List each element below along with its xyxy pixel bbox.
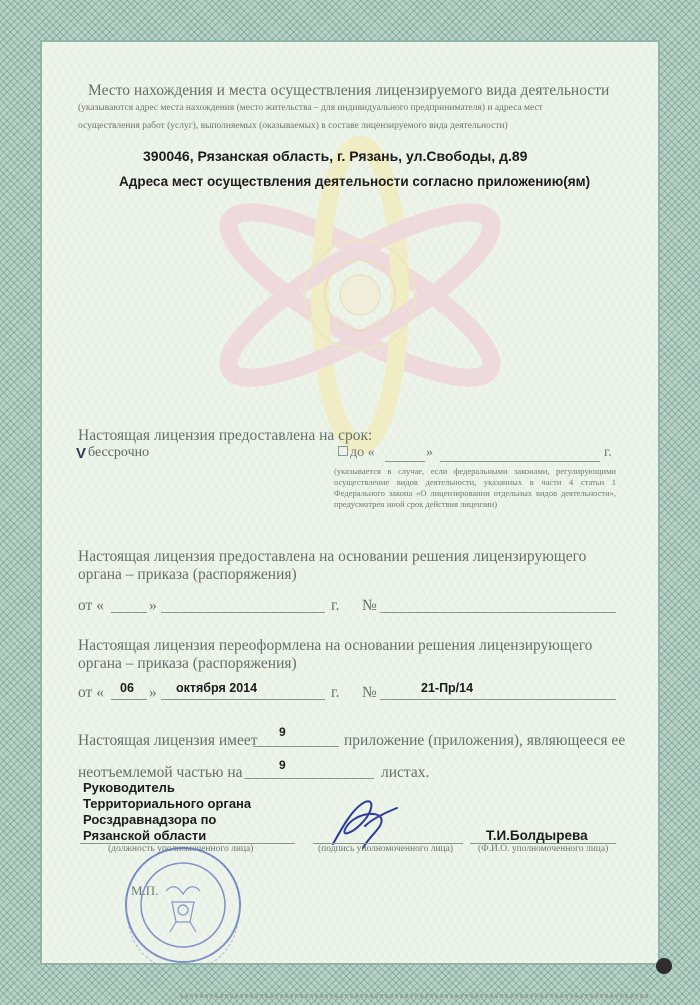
until-day-line <box>385 461 425 462</box>
name-caption: (Ф.И.О. уполномоченного лица) <box>478 844 609 854</box>
reissue-line-2: органа – приказа (распоряжения) <box>78 655 297 672</box>
signature-caption: (подпись уполномоченного лица) <box>318 844 454 854</box>
position-line-2: Территориального органа <box>83 796 252 811</box>
reissue-from: от « <box>78 684 104 701</box>
position-line-3: Росздравнадзора по <box>83 812 217 827</box>
organization-address: 390046, Рязанская область, г. Рязань, ул.Свободы, д.89 <box>143 148 528 164</box>
basis-from: от « <box>78 597 104 614</box>
term-heading: Настоящая лицензия предоставлена на срок: <box>78 427 373 444</box>
official-stamp <box>106 846 260 964</box>
signer-name: Т.И.Болдырева <box>486 828 588 843</box>
reissue-year: г. <box>331 684 340 701</box>
appendix-sheets-line <box>244 778 374 779</box>
microtext-footer <box>180 994 650 998</box>
appendix-sheets-prefix: неотъемлемой частью на <box>78 764 243 781</box>
term-note: (указывается в случае, если федеральными законами, регулирующими осуществление видов деятельности, указанных в части 4 статьи 1 Федерального закона «О лицензировании отдельных видов деятельности», предусмотрен иной срок действия лицензии) <box>334 466 616 509</box>
appendix-count-line <box>253 746 339 747</box>
until-prefix: до « <box>350 445 375 460</box>
reissue-month-line <box>161 699 325 700</box>
unlimited-label: бессрочно <box>88 445 150 460</box>
basis-month-line <box>161 612 325 613</box>
until-year-suffix: г. <box>604 445 612 460</box>
stamp-label: М.П. <box>131 883 159 898</box>
appendix-count: 9 <box>279 725 286 739</box>
corner-hole <box>656 958 672 974</box>
position-line-4: Рязанской области <box>83 828 207 843</box>
position-caption: (должность уполномоченного лица) <box>108 844 254 854</box>
reissue-day-line <box>111 699 147 700</box>
position-line-1: Руководитель <box>83 780 175 795</box>
basis-number-line <box>380 612 616 613</box>
until-month-line <box>440 461 600 462</box>
reissue-line-1: Настоящая лицензия переоформлена на основании решения лицензирующего <box>78 637 593 654</box>
appendix-prefix: Настоящая лицензия имеет <box>78 732 258 749</box>
until-quote-close: » <box>426 445 433 460</box>
basis-line-1: Настоящая лицензия предоставлена на основании решения лицензирующего <box>78 548 587 565</box>
reissue-month-year: октября 2014 <box>176 681 258 695</box>
reissue-number-line <box>380 699 616 700</box>
location-hint-2: осуществления работ (услуг), выполняемых (оказываемых) в составе лицензируемого вида деятельности) <box>78 121 508 131</box>
reissue-quote-close: » <box>149 684 157 701</box>
basis-day-line <box>111 612 147 613</box>
unlimited-checkmark: V <box>76 445 87 462</box>
location-hint-1: (указываются адрес места нахождения (место жительства – для индивидуального предпринимателя) и адреса мест <box>78 103 543 113</box>
appendix-sheets: 9 <box>279 758 286 772</box>
addresses-note: Адреса мест осуществления деятельности согласно приложению(ям) <box>119 174 591 189</box>
reissue-number-label: № <box>362 684 377 701</box>
basis-year: г. <box>331 597 340 614</box>
basis-line-2: органа – приказа (распоряжения) <box>78 566 297 583</box>
basis-quote-close: » <box>149 597 157 614</box>
location-heading: Место нахождения и места осуществления лицензируемого вида деятельности <box>88 82 610 99</box>
basis-number-label: № <box>362 597 377 614</box>
until-checkbox <box>338 446 348 456</box>
appendix-suffix: приложение (приложения), являющееся ее <box>344 732 626 749</box>
reissue-number: 21-Пр/14 <box>421 681 474 695</box>
reissue-day: 06 <box>120 681 134 695</box>
appendix-sheets-suffix: листах. <box>381 764 430 781</box>
